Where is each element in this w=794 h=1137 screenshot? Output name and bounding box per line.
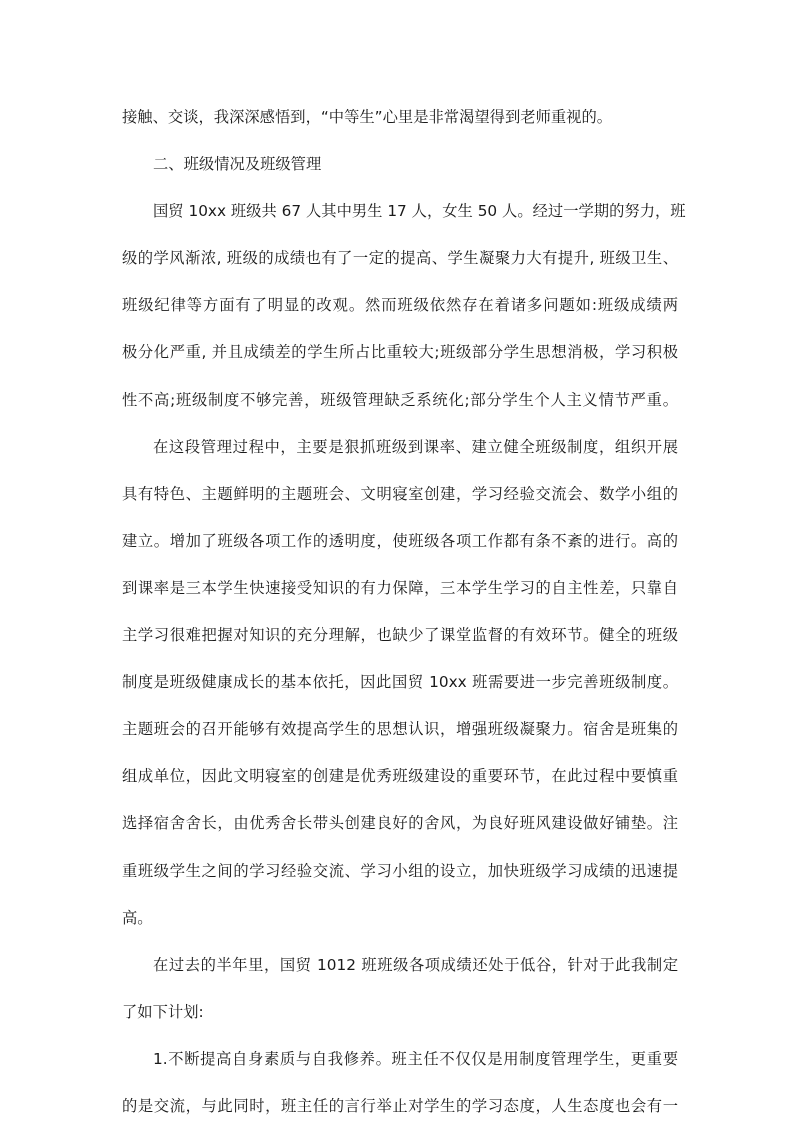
text-line: 制度是班级健康成长的基本依托，因此国贸 10xx 班需要进一步完善班级制度。 bbox=[122, 673, 678, 692]
text-line: 国贸 10xx 班级共 67 人其中男生 17 人，女生 50 人。经过一学期的努力，班 bbox=[153, 202, 686, 221]
text-line: 极分化严重, 并且成绩差的学生所占比重较大;班级部分学生思想消极，学习积极 bbox=[122, 343, 678, 362]
text-line: 级的学风渐浓, 班级的成绩也有了一定的提高、学生凝聚力大有提升, 班级卫生、 bbox=[122, 249, 678, 268]
text-line: 选择宿舍舍长，由优秀舍长带头创建良好的舍风，为良好班风建设做好铺垫。注 bbox=[122, 814, 678, 833]
text-line: 主题班会的召开能够有效提高学生的思想认识，增强班级凝聚力。宿舍是班集的 bbox=[122, 720, 678, 739]
text-line: 在这段管理过程中，主要是狠抓班级到课率、建立健全班级制度，组织开展 bbox=[153, 437, 678, 456]
text-line: 到课率是三本学生快速接受知识的有力保障，三本学生学习的自主性差，只靠自 bbox=[122, 578, 678, 597]
text-line: 高。 bbox=[122, 908, 153, 927]
text-line: 班级纪律等方面有了明显的改观。然而班级依然存在着诸多问题如:班级成绩两 bbox=[122, 296, 678, 315]
section-heading: 二、班级情况及班级管理 bbox=[153, 155, 322, 174]
text-line: 建立。增加了班级各项工作的透明度，使班级各项工作都有条不紊的进行。高的 bbox=[122, 531, 678, 550]
document-body bbox=[122, 101, 686, 1137]
text-line: 了如下计划: bbox=[122, 1002, 204, 1021]
text-line: 性不高;班级制度不够完善，班级管理缺乏系统化;部分学生个人主义情节严重。 bbox=[122, 390, 678, 409]
text-line: 具有特色、主题鲜明的主题班会、文明寝室创建，学习经验交流会、数学小组的 bbox=[122, 484, 678, 503]
text-line: 的是交流，与此同时，班主任的言行举止对学生的学习态度，人生态度也会有一 bbox=[122, 1096, 678, 1115]
text-line: 重班级学生之间的学习经验交流、学习小组的设立，加快班级学习成绩的迅速提 bbox=[122, 861, 678, 880]
text-line: 在过去的半年里，国贸 1012 班班级各项成绩还处于低谷，针对于此我制定 bbox=[153, 955, 678, 974]
text-line: 主学习很难把握对知识的充分理解，也缺少了课堂监督的有效环节。健全的班级 bbox=[122, 626, 678, 645]
text-line: 1.不断提高自身素质与自我修养。班主任不仅仅是用制度管理学生，更重要 bbox=[153, 1049, 678, 1068]
text-line: 组成单位，因此文明寝室的创建是优秀班级建设的重要环节，在此过程中要慎重 bbox=[122, 767, 678, 786]
text-line: 接触、交谈，我深深感悟到，“中等生”心里是非常渴望得到老师重视的。 bbox=[122, 108, 613, 126]
